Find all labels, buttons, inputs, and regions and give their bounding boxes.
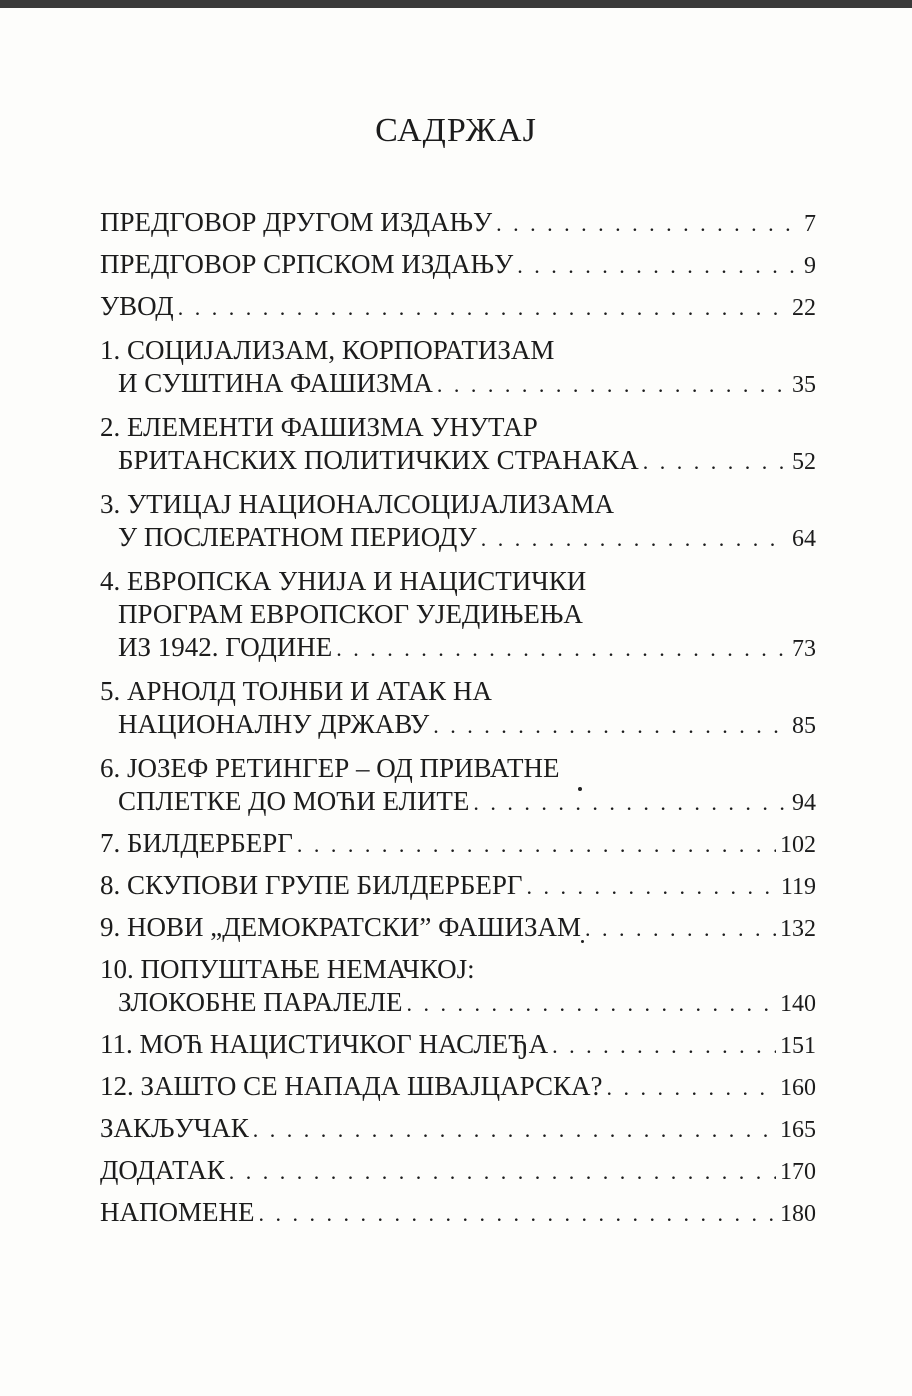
toc-entry[interactable] xyxy=(100,290,816,325)
dot-leader xyxy=(253,1113,776,1146)
toc-entry-title: 12. ЗАШТО СЕ НАПАДА ШВАЈЦАРСКА? xyxy=(100,1071,603,1101)
toc-entry[interactable] xyxy=(100,827,816,862)
toc-entry-title: У ПОСЛЕРАТНОМ ПЕРИОДУ xyxy=(118,522,477,552)
toc-entry-line xyxy=(100,206,816,241)
toc-page-number: 64 xyxy=(792,526,816,552)
toc-page-number: 140 xyxy=(780,991,816,1017)
toc-entry-title: ЗЛОКОБНЕ ПАРАЛЕЛЕ xyxy=(118,987,403,1017)
table-of-contents xyxy=(100,206,816,1231)
dot-leader xyxy=(229,1155,776,1188)
toc-entry-line xyxy=(100,752,816,785)
toc-entry-line xyxy=(100,911,816,946)
toc-entry-line xyxy=(100,1112,816,1147)
toc-entry-line xyxy=(100,444,816,479)
dot-leader xyxy=(585,912,776,945)
dot-leader xyxy=(517,249,800,282)
toc-page-number: 52 xyxy=(792,449,816,475)
dot-leader xyxy=(433,709,788,742)
toc-entry-title: 9. НОВИ „ДЕМОКРАТСКИ” ФАШИЗАМ xyxy=(100,912,581,942)
toc-entry-title: ПРЕДГОВОР ДРУГОМ ИЗДАЊУ xyxy=(100,207,493,237)
toc-page-number: 165 xyxy=(780,1117,816,1143)
toc-page-number: 102 xyxy=(780,832,816,858)
toc-entry-line xyxy=(100,953,816,986)
toc-entry[interactable] xyxy=(100,752,816,820)
print-speck xyxy=(578,787,582,791)
toc-entry-title: 1. СОЦИЈАЛИЗАМ, КОРПОРАТИЗАМ xyxy=(100,335,555,365)
toc-entry-line xyxy=(100,1028,816,1063)
toc-page-number: 170 xyxy=(780,1159,816,1185)
dot-leader xyxy=(552,1029,776,1062)
toc-entry-title: УВОД xyxy=(100,291,174,321)
toc-entry-title: 2. ЕЛЕМЕНТИ ФАШИЗМА УНУТАР xyxy=(100,412,538,442)
toc-page-number: 7 xyxy=(804,211,816,237)
toc-page-number: 160 xyxy=(780,1075,816,1101)
toc-entry-line xyxy=(100,986,816,1021)
toc-entry-line xyxy=(100,827,816,862)
toc-entry[interactable] xyxy=(100,1070,816,1105)
toc-entry-title: НАПОМЕНЕ xyxy=(100,1197,255,1227)
toc-entry-line xyxy=(100,1154,816,1189)
toc-entry-title: 7. БИЛДЕРБЕРГ xyxy=(100,828,293,858)
toc-entry-title: И СУШТИНА ФАШИЗМА xyxy=(118,368,433,398)
dot-leader xyxy=(643,445,788,478)
toc-entry[interactable] xyxy=(100,248,816,283)
toc-entry[interactable] xyxy=(100,869,816,904)
toc-entry-line xyxy=(100,631,816,666)
dot-leader xyxy=(473,786,788,819)
toc-entry-title: 4. ЕВРОПСКА УНИЈА И НАЦИСТИЧКИ xyxy=(100,566,587,596)
toc-page-number: 85 xyxy=(792,713,816,739)
toc-entry-title: 10. ПОПУШТАЊЕ НЕМАЧКОЈ: xyxy=(100,954,475,984)
toc-page-number: 35 xyxy=(792,372,816,398)
toc-page-number: 94 xyxy=(792,790,816,816)
toc-entry-title: 8. СКУПОВИ ГРУПЕ БИЛДЕРБЕРГ xyxy=(100,870,523,900)
toc-entry[interactable] xyxy=(100,953,816,1021)
toc-entry-line xyxy=(100,334,816,367)
toc-page-number: 151 xyxy=(780,1033,816,1059)
toc-page-number: 119 xyxy=(780,874,816,900)
toc-entry[interactable] xyxy=(100,206,816,241)
dot-leader xyxy=(496,207,800,240)
toc-entry-title: СПЛЕТКЕ ДО МОЋИ ЕЛИТЕ xyxy=(118,786,470,816)
dot-leader xyxy=(407,987,776,1020)
dot-leader xyxy=(178,291,788,324)
toc-entry-line xyxy=(100,869,816,904)
dot-leader xyxy=(437,368,788,401)
toc-page-number: 73 xyxy=(792,636,816,662)
toc-entry-line xyxy=(100,708,816,743)
dot-leader xyxy=(527,870,777,903)
toc-entry-line xyxy=(100,411,816,444)
page-title: САДРЖАЈ xyxy=(375,112,537,149)
toc-entry[interactable] xyxy=(100,1028,816,1063)
toc-entry-line xyxy=(100,785,816,820)
toc-entry[interactable] xyxy=(100,1112,816,1147)
toc-entry-title: 5. АРНОЛД ТОЈНБИ И АТАК НА xyxy=(100,676,492,706)
toc-entry-title: 11. МОЋ НАЦИСТИЧКОГ НАСЛЕЂА xyxy=(100,1029,549,1059)
toc-entry[interactable] xyxy=(100,565,816,666)
dot-leader xyxy=(336,632,788,665)
toc-entry[interactable] xyxy=(100,1154,816,1189)
dot-leader xyxy=(297,828,776,861)
toc-entry-title: ЗАКЉУЧАК xyxy=(100,1113,249,1143)
toc-page-number: 9 xyxy=(804,253,816,279)
toc-entry[interactable] xyxy=(100,1196,816,1231)
dot-leader xyxy=(606,1071,776,1104)
toc-entry-title: ДОДАТАК xyxy=(100,1155,225,1185)
toc-page-number: 132 xyxy=(780,916,816,942)
toc-page-number: 22 xyxy=(792,295,816,321)
toc-entry-title: НАЦИОНАЛНУ ДРЖАВУ xyxy=(118,709,430,739)
toc-entry-title: БРИТАНСКИХ ПОЛИТИЧКИХ СТРАНАКА xyxy=(118,445,639,475)
toc-entry-title: ПРОГРАМ ЕВРОПСКОГ УЈЕДИЊЕЊА xyxy=(118,599,583,629)
dot-leader xyxy=(259,1197,777,1230)
toc-entry-title: 3. УТИЦАЈ НАЦИОНАЛСОЦИЈАЛИЗАМА xyxy=(100,489,615,519)
dot-leader xyxy=(481,522,788,555)
toc-entry-line xyxy=(100,565,816,598)
toc-entry-line xyxy=(100,290,816,325)
toc-entry-title: ИЗ 1942. ГОДИНЕ xyxy=(118,632,333,662)
toc-entry[interactable] xyxy=(100,675,816,743)
toc-entry[interactable] xyxy=(100,911,816,946)
toc-entry[interactable] xyxy=(100,411,816,479)
toc-entry[interactable] xyxy=(100,334,816,402)
toc-entry-line xyxy=(100,521,816,556)
page-top-edge xyxy=(0,0,912,8)
toc-entry-line xyxy=(100,1196,816,1231)
toc-entry-line xyxy=(100,1070,816,1105)
toc-entry[interactable] xyxy=(100,488,816,556)
toc-entry-line xyxy=(100,675,816,708)
toc-entry-line xyxy=(100,488,816,521)
toc-entry-line xyxy=(100,367,816,402)
toc-entry-title: ПРЕДГОВОР СРПСКОМ ИЗДАЊУ xyxy=(100,249,514,279)
print-speck xyxy=(581,940,584,943)
toc-entry-line xyxy=(100,598,816,631)
toc-entry-line xyxy=(100,248,816,283)
toc-page-number: 180 xyxy=(780,1201,816,1227)
toc-entry-title: 6. ЈОЗЕФ РЕТИНГЕР – ОД ПРИВАТНЕ xyxy=(100,753,560,783)
